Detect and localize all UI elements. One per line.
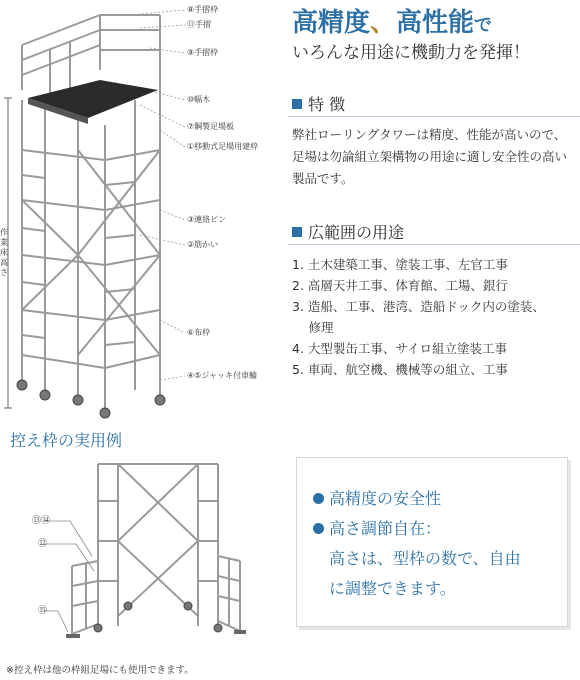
box-line-adjust	[313, 516, 441, 539]
features-text: 弊社ローリングタワーは精度、性能が高いので、足場は勿論組立架構物の用途に適し安全性の高い製品です。	[292, 127, 568, 186]
headline-de: で	[474, 15, 493, 36]
brace-title: 控え枠の実用例	[10, 431, 123, 450]
label-jack-wheel: ④⑤ジャッキ付車輪	[187, 371, 258, 380]
uses-item: 4. 大型製缶工事、サイロ組立塗装工事	[292, 341, 508, 356]
uses-item: 修理	[292, 320, 334, 335]
label-steel-plank: ⑦鋼製足場板	[187, 122, 235, 131]
label-work-floor-height: 作業床高さ	[0, 228, 8, 277]
box-line-detail-1: 高さは、型枠の数で、自由	[329, 549, 521, 568]
label-outrigger-13-14: ⑬⑭	[32, 516, 51, 526]
label-outrigger-12: ⑫	[38, 539, 48, 549]
features-divider	[288, 116, 580, 117]
features-square-icon	[292, 99, 302, 109]
headline-precision: 高精度	[292, 8, 371, 38]
features-title-text: 特 徴	[308, 95, 346, 114]
bullet-dot-icon	[313, 493, 324, 504]
label-toe-board: ⑩幅木	[187, 95, 211, 104]
uses-title-text: 広範囲の用途	[308, 223, 405, 242]
headline-main	[292, 2, 492, 39]
headline-separator: 、	[370, 8, 397, 38]
label-handrail-frame-8: ⑧手摺枠	[187, 5, 219, 14]
uses-square-icon	[292, 227, 302, 237]
rolling-tower-drawing	[0, 0, 280, 420]
label-horizontal-frame: ⑥布枠	[187, 328, 211, 337]
uses-divider	[288, 244, 580, 245]
headline-performance: 高性能	[396, 8, 475, 38]
uses-title	[292, 220, 404, 243]
uses-list	[292, 254, 577, 380]
uses-item: 3. 造船、工事、港湾、造船ドック内の塗装、	[292, 299, 545, 314]
label-handrail-11: ⑪手摺	[187, 20, 211, 29]
bullet-dot-icon	[313, 523, 324, 534]
brace-diagram	[0, 456, 290, 660]
label-mobile-frame: ①移動式足場用建枠	[187, 142, 259, 151]
uses-item: 2. 高層天井工事、体育館、工場、銀行	[292, 278, 508, 293]
label-outrigger-15: ⑮	[38, 606, 48, 616]
box-line-safety	[313, 486, 441, 509]
rolling-tower-diagram	[0, 0, 280, 420]
label-cross-brace: ②筋かい	[187, 240, 219, 249]
headline-sub: いろんな用途に機動力を発揮！	[292, 43, 530, 63]
box-line-adjust-text: 高さ調節自在：	[329, 519, 442, 538]
brace-footnote: ※控え枠は他の枠組足場にも使用できます。	[6, 665, 194, 676]
uses-item: 1. 土木建築工事、塗装工事、左官工事	[292, 257, 508, 272]
box-line-detail-2: に調整できます。	[329, 579, 456, 598]
features-title	[292, 92, 345, 115]
label-connecting-pin: ③連絡ピン	[187, 215, 227, 224]
highlight-box	[296, 457, 568, 627]
brace-drawing	[0, 456, 290, 660]
label-handrail-frame-9: ⑨手摺枠	[187, 48, 219, 57]
uses-item: 5. 車両、航空機、機械等の組立、工事	[292, 362, 508, 377]
box-line-safety-text: 高精度の安全性	[329, 489, 442, 508]
